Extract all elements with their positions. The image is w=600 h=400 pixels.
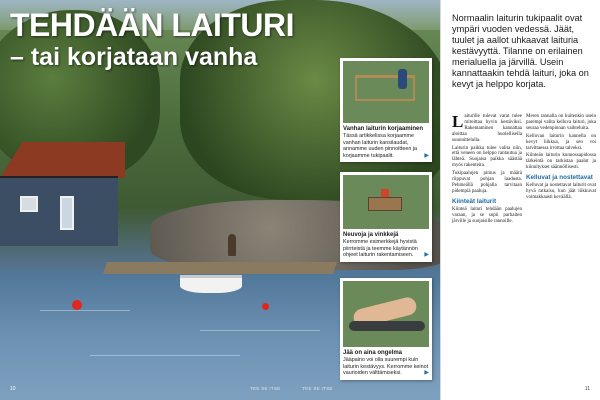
buoy (72, 300, 82, 310)
article-intro: Normaalin laiturin tukipaalit ovat ympäri vuoden vedessä. Jäät, tuulet ja aallot uhkaavat laituria kestävyyttä. Tilanne on erilainen merialuella ja järvillä. Usein kannattaakin tehdä laituri, joka on kevyt ja helppo korjata. (452, 13, 589, 89)
photo-floating-pier (368, 197, 402, 211)
body-paragraph: Laiturin paikka tulee valita niin, että veneen on helppo rantautua ja lähteä. Suojaisa paikka säästää myös rakenteita. (452, 145, 522, 169)
inset-caption-title: Vanhan laiturin korjaaminen (343, 126, 424, 132)
body-paragraph: Kelluvan laiturin kannella on kevyt liikkua, ja sen voi tarvittaessa irrottaa talveksi. (526, 133, 596, 151)
running-footer-right: TEE SE ITSE (302, 386, 333, 391)
body-paragraph: Kelluvat ja nostettavat laiturit ovat hyvä ratkaisu, kun jäät liikkuvat voimakkaasti keväällä. (526, 183, 596, 200)
page-gutter (440, 0, 441, 400)
headline-subtitle: – tai korjataan vanha (10, 43, 258, 71)
inset-caption (343, 126, 429, 159)
boathouse (0, 176, 118, 246)
body-paragraph: Kiinteän laiturin kunnossapidossa tärkeintä on tarkistaa paalut ja kiinnitykset säännöllisesti. (526, 153, 596, 171)
inset-caption-text: Kerromme esimerkkejä hyvistä piirrteistä ja teemme käytännön ohjeet laiturin rakentamiseen. (343, 239, 418, 259)
inset-photo-tips (343, 175, 429, 229)
page-number-left: 10 (10, 386, 16, 392)
body-column-1 (452, 114, 522, 227)
buoy (262, 303, 269, 310)
inset-card-repair (340, 58, 432, 162)
rowboat (180, 275, 242, 293)
arrow-icon: ▶ (424, 152, 429, 159)
body-paragraph: Kiinteä laituri tehdään paalujen varaan, ja se sopii parhaiten järville ja suojaisille rannoille. (452, 206, 522, 224)
arrow-icon: ▶ (424, 252, 429, 259)
subheading: Kiinteät laiturit (452, 197, 497, 205)
running-footer-left: TEE SE ITSE (250, 386, 281, 391)
running-footer (250, 386, 333, 391)
inset-photo-repair (343, 61, 429, 123)
water-ripple (90, 355, 240, 356)
person-on-pier (228, 234, 236, 256)
page-number-right: 11 (584, 386, 590, 392)
water-ripple (40, 310, 130, 311)
photo-worker (398, 69, 407, 89)
inset-caption-text: Jääpaino voi olla suurempi kuin laiturin kestävyys. Kerromme keinot vaurioiden välttämiseksi. (343, 357, 429, 377)
pier (103, 262, 337, 274)
body-paragraph: Meren rannalla on kuitenkin usein parempi valita kelluva laituri, joka seuraa vedenpinnan vaihteluita. (526, 114, 596, 131)
body-column-2 (526, 114, 596, 203)
headline-title: TEHDÄÄN LAITURI (10, 7, 295, 43)
water-ripple (200, 330, 320, 331)
headline (10, 8, 294, 71)
inset-caption-title: Jää on aina ongelma (343, 350, 403, 356)
inset-caption (343, 232, 429, 259)
inset-photo-ice (343, 281, 429, 347)
inset-card-ice (340, 278, 432, 380)
arrow-icon: ▶ (424, 370, 429, 377)
boathouse-window (20, 196, 38, 212)
subheading: Kelluvat ja nostettavat (526, 174, 593, 182)
boathouse-door (60, 196, 74, 230)
inset-caption-title: Neuvoja ja vinkkejä (343, 232, 399, 238)
inset-caption-text: Tässä artikkelissa korjaamme vanhan laiturin kansilaudat, annamme uuden pinnoitteen ja korjaamme tukipaalit. (343, 133, 418, 159)
body-paragraph: Tukipaalujen pituus ja määrä riippuvat pohjan laadusta. Pehmeällä pohjalla tarvitaan pidempiä paaluja. (452, 171, 522, 194)
photo-pipe (349, 321, 425, 331)
photo-marker (381, 189, 389, 197)
body-paragraph: Laiturille tulevat varat tulee mitoittaa hyvin kestäviksi. Rakentaminen kannattaa aloittaa huolellisella suunnittelulla. (452, 112, 522, 143)
inset-caption (343, 350, 429, 377)
inset-card-tips (340, 172, 432, 262)
